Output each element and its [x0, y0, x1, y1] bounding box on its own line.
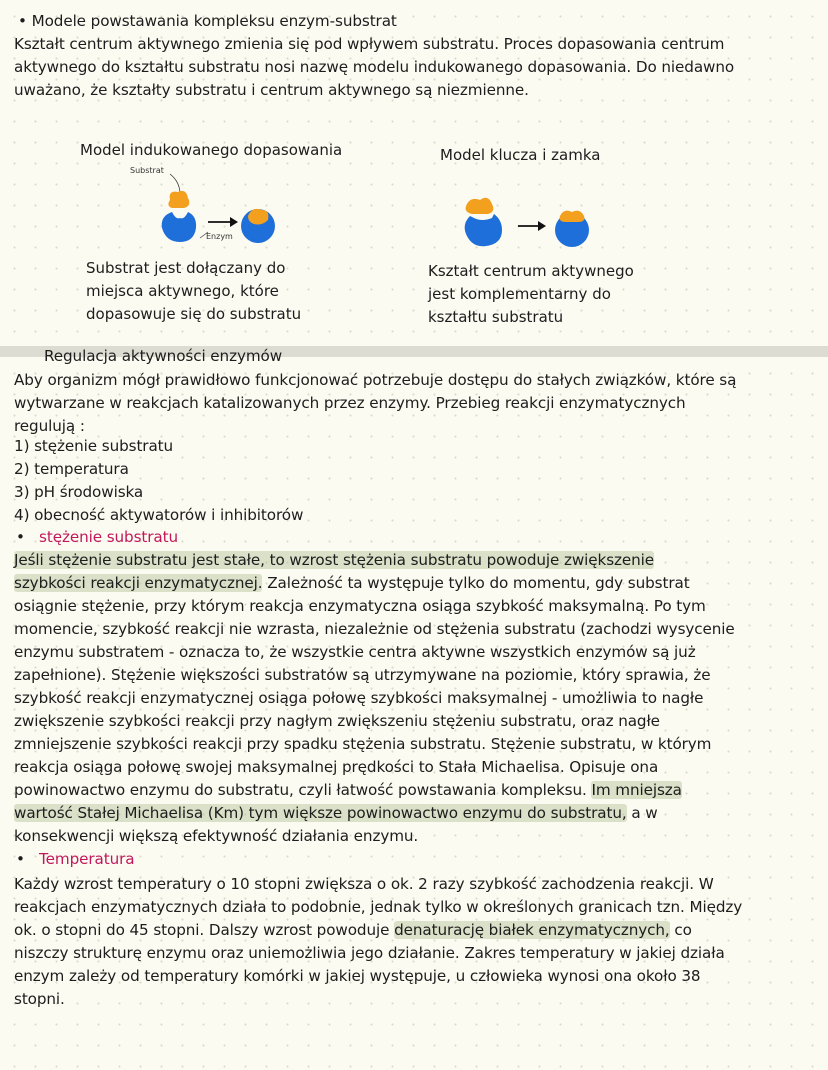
induced-fit-caption-line: miejsca aktywnego, które — [86, 282, 279, 300]
paragraph-line: momencie, szybkość reakcji nie wzrasta, niezależnie od stężenia substratu (zachodzi wysycenie — [14, 620, 735, 638]
substrate-shape — [466, 198, 494, 214]
paragraph-line: zapełnione). Stężenie większości substratów są utrzymywane na poziomie, który sprawia, że — [14, 666, 711, 684]
arrow-icon — [230, 217, 238, 227]
highlighted-text: szybkości reakcji enzymatycznej. — [14, 574, 263, 592]
paragraph-line: zmniejszenie szybkości reakcji przy spadku stężenia substratu. Stężenie substratu, w którym — [14, 735, 712, 753]
list-item: 3) pH środowiska — [14, 483, 144, 501]
highlighted-text: denaturację białek enzymatycznych, — [394, 921, 670, 939]
paragraph-line: enzymu substratem - oznacza to, że wszystkie centra aktywne wszystkich enzymów są już — [14, 643, 696, 661]
highlighted-text: Im mniejsza — [591, 781, 682, 799]
enzyme-shape — [162, 212, 196, 242]
substrate-label: Substrat — [130, 166, 164, 175]
induced-fit-caption-line: dopasowuje się do substratu — [86, 305, 302, 323]
paragraph-line — [14, 549, 654, 572]
paragraph-line — [14, 572, 690, 595]
text: a w — [626, 804, 658, 822]
bound-substrate-shape — [248, 209, 268, 225]
paragraph-line: osiągnie stężenie, przy którym reakcja enzymatyczna osiąga szybkość maksymalną. Po tym — [14, 597, 706, 615]
lock-key-title: Model klucza i zamka — [440, 146, 601, 164]
substrate-pointer-line — [170, 174, 180, 194]
lock-key-caption-line: Kształt centrum aktywnego — [428, 262, 634, 280]
text: powinowactwo enzymu do substratu, czyli łatwość powstawania kompleksu. — [14, 781, 592, 799]
bullet: • — [16, 850, 25, 868]
paragraph-line — [14, 779, 682, 802]
arrow-icon — [538, 221, 546, 231]
paragraph-line: wytwarzane w reakcjach katalizowanych przez enzymy. Przebieg reakcji enzymatycznych — [14, 394, 686, 412]
paragraph-line — [14, 802, 658, 825]
substrate-shape — [168, 191, 189, 208]
bullet: • — [16, 528, 25, 546]
list-item: 1) stężenie substratu — [14, 437, 174, 455]
temperature-heading: Temperatura — [39, 850, 135, 868]
highlighted-text: Jeśli stężenie substratu jest stałe, to wzrost stężenia substratu powoduje zwiększenie — [14, 551, 655, 569]
list-item: 4) obecność aktywatorów i inhibitorów — [14, 506, 304, 524]
bound-substrate-shape — [560, 211, 585, 222]
section-heading-regulation: Regulacja aktywności enzymów — [44, 347, 283, 365]
paragraph-line: Kształt centrum aktywnego zmienia się pod wpływem substratu. Proces dopasowania centrum — [14, 35, 725, 53]
text: ok. o stopni do 45 stopni. Dalszy wzrost powoduje — [14, 921, 395, 939]
paragraph-line: zwiększenie szybkości reakcji przy nagłym zwiększeniu stężeniu substratu, oraz nagłe — [14, 712, 660, 730]
paragraph-line: stopni. — [14, 990, 65, 1008]
lock-key-caption-line: jest komplementarny do — [428, 285, 611, 303]
induced-fit-title: Model indukowanego dopasowania — [80, 141, 343, 159]
paragraph-line — [14, 919, 692, 942]
paragraph-line: Aby organizm mógł prawidłowo funkcjonować potrzebuje dostępu do stałych związków, które są — [14, 371, 737, 389]
subheading-substrate — [16, 526, 178, 549]
paragraph-line: reakcjach enzymatycznych działa to podobnie, jednak tylko w określonych granicach tzn. Między — [14, 898, 743, 916]
paragraph-line: konsekwencji większą efektywność działania enzymu. — [14, 827, 419, 845]
paragraph-line: uważano, że kształty substratu i centrum aktywnego są niezmienne. — [14, 81, 529, 99]
text: Zależność ta występuje tylko do momentu, gdy substrat — [262, 574, 690, 592]
lock-key-caption-line: kształtu substratu — [428, 308, 564, 326]
highlighted-text: wartość Stałej Michaelisa (Km) tym większe powinowactwo enzymu do substratu, — [14, 804, 627, 822]
enzyme-label: Enzym — [206, 232, 233, 241]
text: co — [669, 921, 692, 939]
enzyme-shape — [465, 214, 502, 246]
section-heading-models: • Modele powstawania kompleksu enzym-substrat — [18, 12, 397, 30]
induced-fit-caption-line: Substrat jest dołączany do — [86, 259, 286, 277]
lock-key-diagram — [462, 194, 602, 254]
paragraph-line: reakcja osiąga połowę swojej maksymalnej prędkości to Stała Michaelisa. Opisuje ona — [14, 758, 659, 776]
paragraph-line: aktywnego do kształtu substratu nosi nazwę modelu indukowanego dopasowania. Do niedawno — [14, 58, 735, 76]
substrate-heading: stężenie substratu — [39, 528, 178, 546]
paragraph-line: regulują : — [14, 417, 85, 435]
paragraph-line: enzym zależy od temperatury komórki w jakiej występuje, u człowieka wynosi ona około 38 — [14, 967, 701, 985]
paragraph-line: niszczy strukturę enzymu oraz uniemożliwia jego działanie. Zakres temperatury w jakiej działa — [14, 944, 725, 962]
paragraph-line: szybkość reakcji enzymatycznej osiąga połowę szybkości maksymalnej - umożliwia to nagłe — [14, 689, 704, 707]
list-item: 2) temperatura — [14, 460, 129, 478]
subheading-temperature — [16, 848, 134, 871]
paragraph-line: Każdy wzrost temperatury o 10 stopni zwiększa o ok. 2 razy szybkość zachodzenia reakcji. W — [14, 875, 714, 893]
